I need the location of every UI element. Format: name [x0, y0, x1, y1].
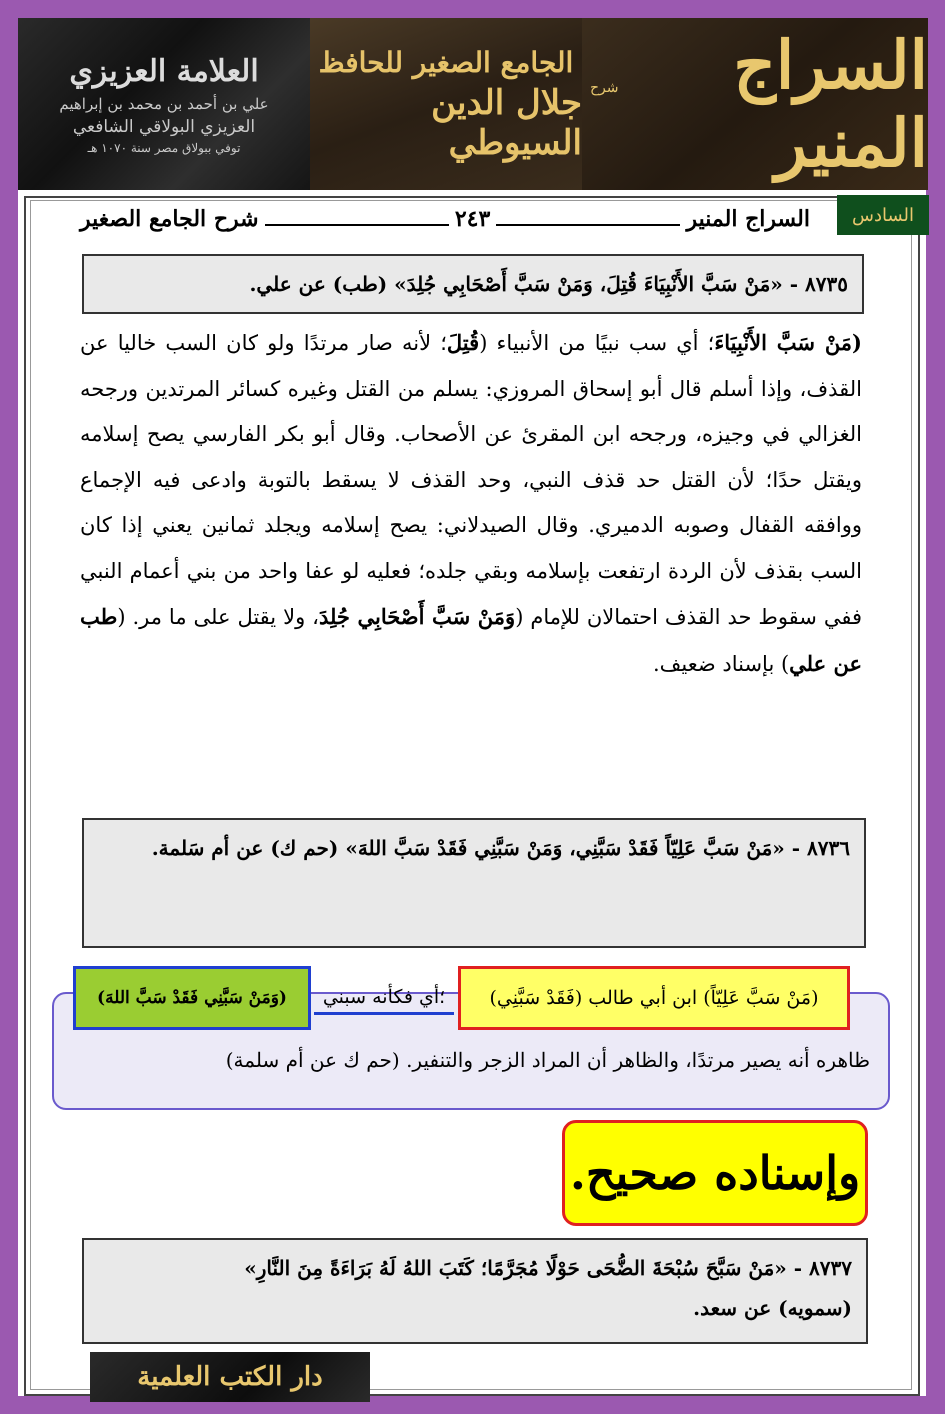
hadith-box-8735 [82, 254, 864, 314]
commentary-text: ؛ أي سب نبيًا من الأنبياء ( [479, 331, 715, 355]
source-panel [310, 18, 582, 190]
commentary-8736: ظاهره أنه يصير مرتدًا، والظاهر أن المراد الزجر والتنفير. (حم ك عن أم سلمة) [225, 1048, 870, 1072]
matn-quote: (مَنْ سَبَّ الأَنْبِيَاءَ [714, 330, 862, 355]
running-header [80, 196, 810, 242]
author-name: علي بن أحمد بن محمد بن إبراهيم [59, 94, 269, 113]
book-title-panel [582, 18, 928, 190]
commentary-text: ، ولا يقتل على ما مر. ( [117, 605, 319, 629]
author-nisba: العزيزي البولاقي الشافعي [72, 116, 256, 137]
book-sharh-label: شرح [590, 80, 619, 96]
book-title: السراج المنير [733, 26, 928, 182]
hadith-box-8737 [82, 1238, 868, 1344]
hadith-text: ٨٧٣٦ - «مَنْ سَبَّ عَلِيّاً فَقَدْ سَبَّنِي، وَمَنْ سَبَّنِي فَقَدْ سَبَّ اللهَ» (حم ك) عن أم سَلمة. [151, 836, 850, 860]
publisher-logo: دار الكتب العلمية [90, 1352, 370, 1402]
highlight-green: (وَمَنْ سَبَّنِي فَقَدْ سَبَّ اللهَ) [73, 966, 311, 1030]
header-rule-left [265, 212, 449, 226]
header-book-title: السراج المنير [686, 206, 810, 232]
hadith-text: ٨٧٣٧ - «مَنْ سَبَّحَ سُبْحَةَ الضُّحَى حَوْلًا مُجَرَّمًا؛ كَتَبَ اللهُ لَهُ بَرَاءَةً مِنَ النَّارِ» [244, 1256, 852, 1280]
title-banner [18, 18, 928, 190]
source-title: الجامع الصغير للحافظ [318, 45, 574, 79]
volume-tag: السادس [837, 195, 929, 235]
commentary-text: ؛ لأنه صار مرتدًا ولو كان السب خاليا عن القذف، وإذا أسلم قال أبو إسحاق المروزي: يسلم من القتل وغيره كسائر المرتدين ورجحه الغزالي في وجيزه، ورجحه ابن المقرئ عن الأصحاب. وقال أبو بكر الفارسي يصح إسلامه ويقتل حدًا؛ لأن القتل حد قذف النبي، وحد القذف لا يسقط بالتوبة وادعى فيه الإجماع ووافقه القفال وصوبه الدميري. وقال الصيدلاني: يصح إسلامه ويجلد ثمانين يعني إذا كان السب بقذف لأن الردة ارتفعت بإسلامه وبقي جلده؛ فعليه لو عفا واحد من بني أعمام النبي ففي سقوط حد القذف احتمالان للإمام ( [80, 331, 862, 629]
isnad-sahih-label: وإسناده صحيح. [562, 1120, 868, 1226]
commentary-inline: ؛أي فكأنه سبني [314, 986, 454, 1015]
source-ref: طب عن علي [80, 604, 862, 676]
commentary-text: ) بإسناد ضعيف. [652, 651, 790, 676]
author-death: توفي ببولاق مصر سنة ١٠٧٠ هـ [87, 140, 241, 155]
hadith-text: ٨٧٣٥ - «مَنْ سَبَّ الأَنْبِيَاءَ قُتِلَ، وَمَنْ سَبَّ أَصْحَابِي جُلِدَ» (طب) عن علي. [249, 272, 848, 296]
author-title: العلامة العزيزي [69, 53, 259, 89]
header-rule-right [496, 212, 680, 226]
matn-quote: وَمَنْ سَبَّ أَصْحَابِي جُلِدَ [318, 604, 516, 629]
author-panel [18, 18, 310, 190]
matn-quote: قُتِلَ [446, 330, 480, 355]
highlight-yellow: (مَنْ سَبَّ عَلِيّاً) ابن أبي طالب (فَقَدْ سَبَّنِي) [458, 966, 850, 1030]
source-author: جلال الدين السيوطي [431, 82, 582, 163]
header-work-title: شرح الجامع الصغير [80, 206, 259, 232]
commentary-8735 [80, 320, 862, 687]
page-number: ٢٤٣ [454, 206, 491, 232]
hadith-box-8736 [82, 818, 866, 948]
hadith-source: (سمويه) عن سعد. [693, 1296, 852, 1320]
